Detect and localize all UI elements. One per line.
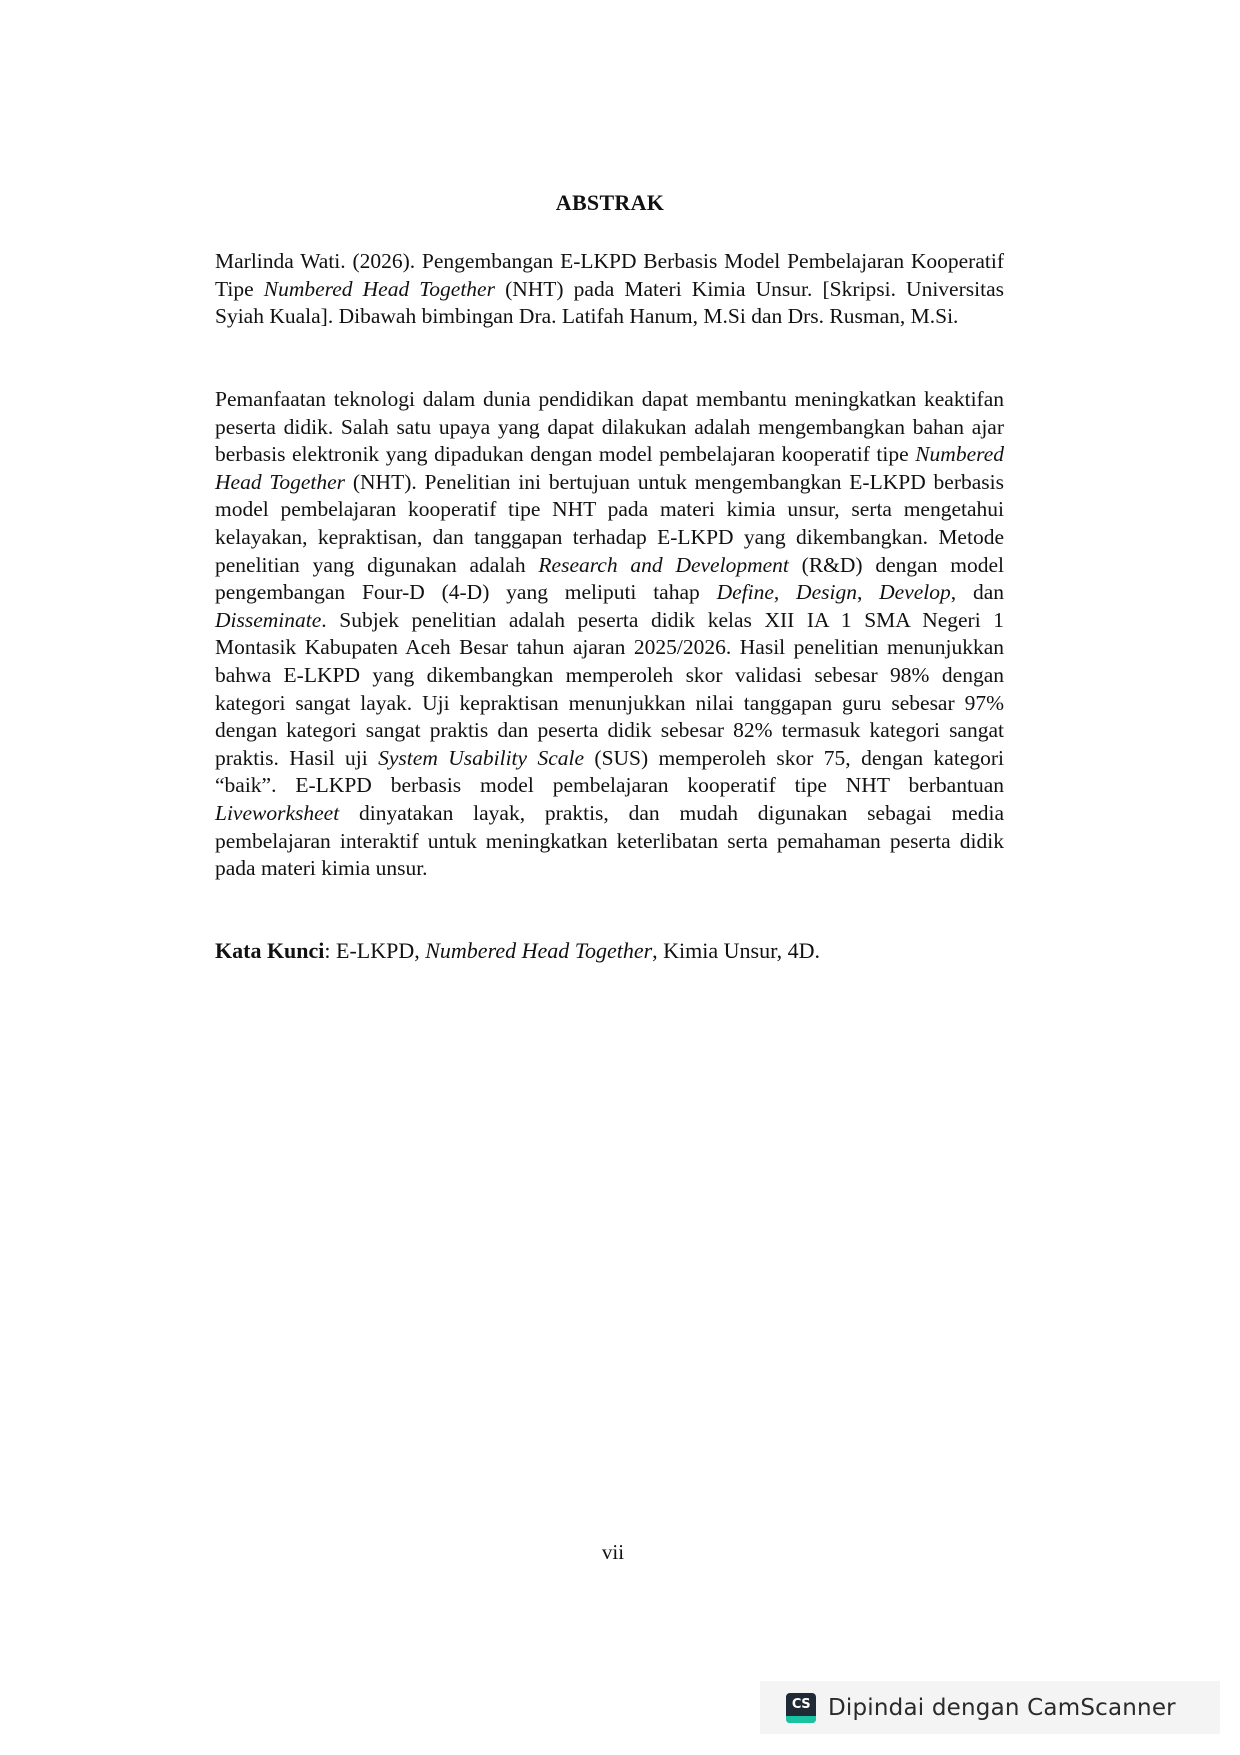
keyword-punctuation: ,	[776, 938, 788, 963]
keywords-line	[215, 937, 820, 965]
keywords-label: Kata Kunci	[215, 938, 325, 963]
citation-paragraph	[215, 248, 1004, 331]
text-run: Marlinda Wati. (2026). Pengembangan E-LKPD Berbasis Model Pembelajaran Kooperatif Tipe	[215, 249, 1004, 301]
text-run: ,	[856, 580, 880, 605]
watermark-text: Dipindai dengan CamScanner	[828, 1694, 1176, 1721]
italic-term: Liveworksheet	[215, 800, 340, 825]
camscanner-logo-accent	[786, 1716, 816, 1723]
text-run: (NHT) pada Materi Kimia Unsur. [Skripsi. Universitas Syiah Kuala]. Dibawah bimbingan Dra. Latifah Hanum, M.Si dan Drs. Rusman, M.Si.	[215, 276, 1004, 329]
italic-term: Design	[796, 580, 857, 605]
camscanner-watermark	[760, 1681, 1220, 1734]
text-run: dinyatakan layak, praktis, dan mudah digunakan sebagai media pembelajaran interaktif untuk meningkatkan keterlibatan serta pemahaman peserta didik pada materi kimia unsur.	[215, 800, 1004, 881]
italic-term: Disseminate	[215, 607, 322, 632]
keyword-punctuation: ,	[414, 938, 426, 963]
text-run: ,	[773, 580, 797, 605]
keyword-item: 4D	[787, 938, 815, 963]
keyword-punctuation: ,	[652, 938, 664, 963]
text-run: (SUS) memperoleh skor 75, dengan kategori “baik”. E-LKPD berbasis model pembelajaran kooperatif tipe NHT berbantuan	[215, 745, 1004, 798]
text-run: . Subjek penelitian adalah peserta didik kelas XII IA 1 SMA Negeri 1 Montasik Kabupaten Aceh Besar tahun ajaran 2025/2026. Hasil penelitian menunjukkan bahwa E-LKPD yang dikembangkan memperoleh skor validasi sebesar 98% dengan kategori sangat layak. Uji kepraktisan menunjukkan nilai tanggapan guru sebesar 97% dengan kategori sangat praktis dan peserta didik sebesar 82% termasuk kategori sangat praktis. Hasil uji	[215, 607, 1004, 770]
keyword-item: E-LKPD	[336, 938, 415, 963]
camscanner-logo-icon	[786, 1693, 816, 1723]
text-run: (NHT). Penelitian ini bertujuan untuk mengembangkan E-LKPD berbasis model pembelajaran kooperatif tipe NHT pada materi kimia unsur, serta mengetahui kelayakan, kepraktisan, dan tanggapan terhadap E-LKPD yang dikembangkan. Metode penelitian yang digunakan adalah	[215, 469, 1004, 577]
italic-term: System Usability Scale	[378, 745, 585, 770]
italic-term: Numbered Head Together	[263, 276, 495, 301]
abstract-title: ABSTRAK	[555, 190, 665, 215]
camscanner-logo-text: CS	[791, 1696, 811, 1712]
italic-term: Research and Development	[538, 552, 789, 577]
italic-term: Develop	[879, 580, 951, 605]
text-run: Pemanfaatan teknologi dalam dunia pendidikan dapat membantu meningkatkan keaktifan peserta didik. Salah satu upaya yang dapat dilakukan adalah mengembangkan bahan ajar berbasis elektronik yang dipadukan dengan model pembelajaran kooperatif tipe	[215, 387, 1004, 467]
keyword-item: Numbered Head Together	[425, 938, 653, 963]
text-run: (R&D) dengan model pengembangan Four-D (4-D) yang meliputi tahap	[215, 552, 1004, 605]
keywords-list	[336, 938, 820, 963]
page-number: vii	[601, 1540, 625, 1564]
abstract-paragraph	[215, 386, 1004, 883]
text-run: , dan	[950, 580, 1004, 605]
italic-term: Define	[716, 580, 774, 605]
keyword-item: Kimia Unsur	[663, 938, 777, 963]
keywords-separator: :	[324, 938, 337, 963]
keyword-punctuation: .	[814, 938, 820, 963]
italic-term: Numbered Head Together	[215, 442, 1004, 494]
